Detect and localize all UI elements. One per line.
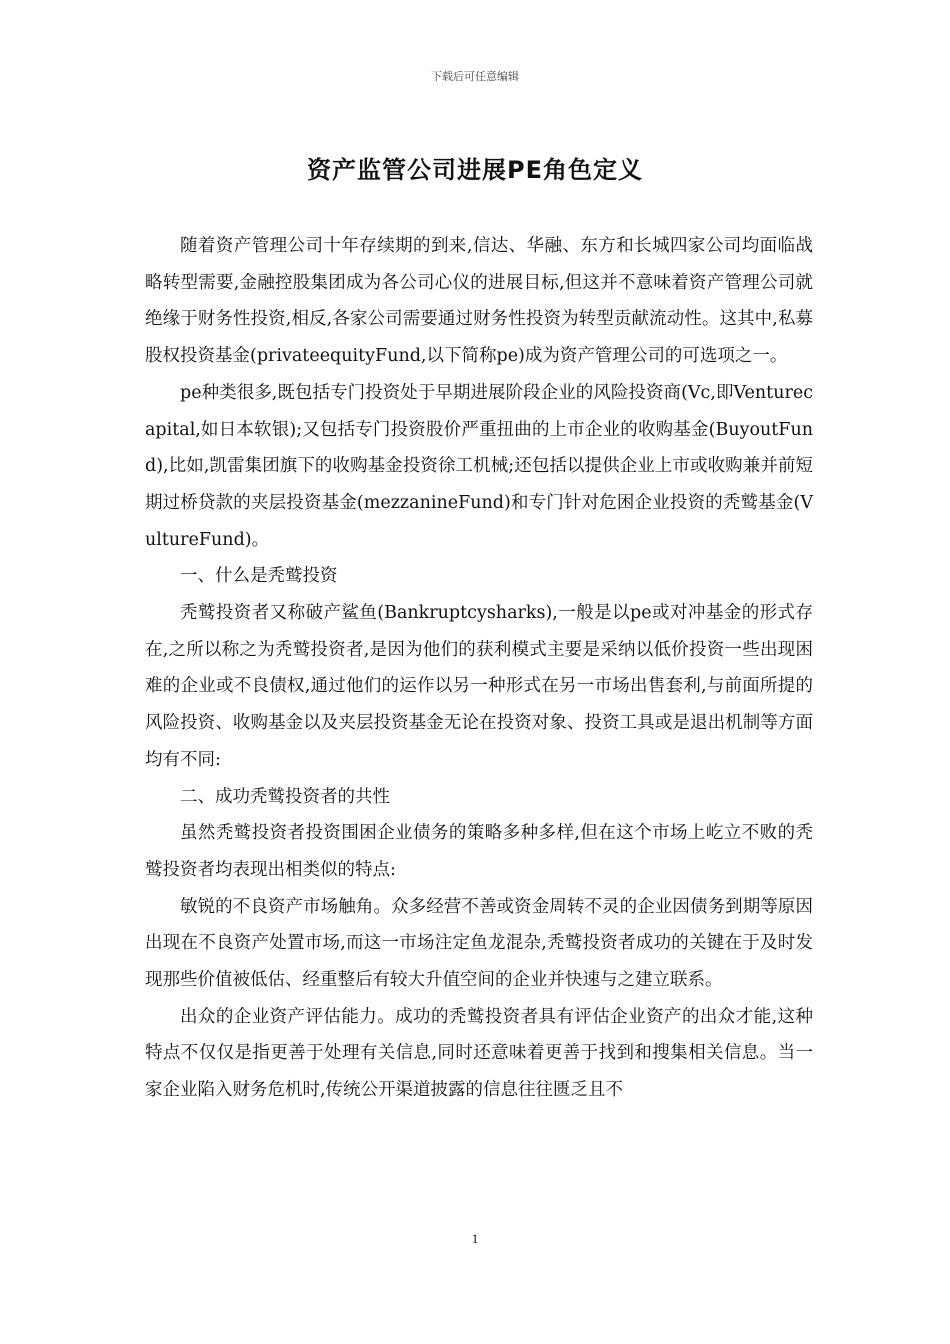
paragraph-common-traits: 虽然秃鹫投资者投资围困企业债务的策略多种多样,但在这个市场上屹立不败的秃鹫投资者均表现出相类似的特点:: [145, 823, 813, 880]
section-heading-2: 二、成功秃鹫投资者的共性: [180, 786, 390, 807]
paragraph-intro: 随着资产管理公司十年存续期的到来,信达、华融、东方和长城四家公司均面临战略转型需要,金融控股集团成为各公司心仪的进展目标,但这并不意味着资产管理公司就绝缘于财务性投资,相反,各家公司需要通过财务性投资为转型贡献流动性。这其中,私募股权投资基金(privateequityFund,以下简称pe)成为资产管理公司的可选项之一。: [145, 236, 813, 367]
document-title: 资产监管公司进展PE角色定义: [307, 156, 643, 184]
paragraph-vulture-definition: 秃鹫投资者又称破产鲨鱼(Bankruptcysharks),一般是以pe或对冲基金的形式存在,之所以称之为秃鹫投资者,是因为他们的获利模式主要是采纳以低价投资一些出现困难的企业或不良债权,通过他们的运作以另一种形式在另一市场出售套利,与前面所提的风险投资、收购基金以及夹层投资基金无论在投资对象、投资工具或是退出机制等方面均有不同:: [145, 603, 813, 770]
document-body: [145, 228, 813, 1109]
section-heading-1: 一、什么是秃鹫投资: [180, 566, 338, 587]
paragraph-market-sense: 敏锐的不良资产市场触角。众多经营不善或资金周转不灵的企业因债务到期等原因出现在不良资产处置市场,而这一市场注定鱼龙混杂,秃鹫投资者成功的关键在于及时发现那些价值被低估、经重整后有较大升值空间的企业并快速与之建立联系。: [145, 896, 813, 991]
paragraph-asset-evaluation: 出众的企业资产评估能力。成功的秃鹫投资者具有评估企业资产的出众才能,这种特点不仅仅是指更善于处理有关信息,同时还意味着更善于找到和搜集相关信息。当一家企业陷入财务危机时,传统公开渠道披露的信息往往匮乏且不: [145, 1006, 813, 1101]
header-note: 下载后可任意编辑: [431, 70, 519, 83]
page-number: 1: [471, 1231, 479, 1246]
paragraph-pe-types: pe种类很多,既包括专门投资处于早期进展阶段企业的风险投资商(Vc,即Venturecapital,如日本软银);又包括专门投资股价严重扭曲的上市企业的收购基金(BuyoutFund),比如,凯雷集团旗下的收购基金投资徐工机械;还包括以提供企业上市或收购兼并前短期过桥贷款的夹层投资基金(mezzanineFund)和专门针对危困企业投资的秃鹫基金(VultureFund)。: [145, 382, 813, 550]
